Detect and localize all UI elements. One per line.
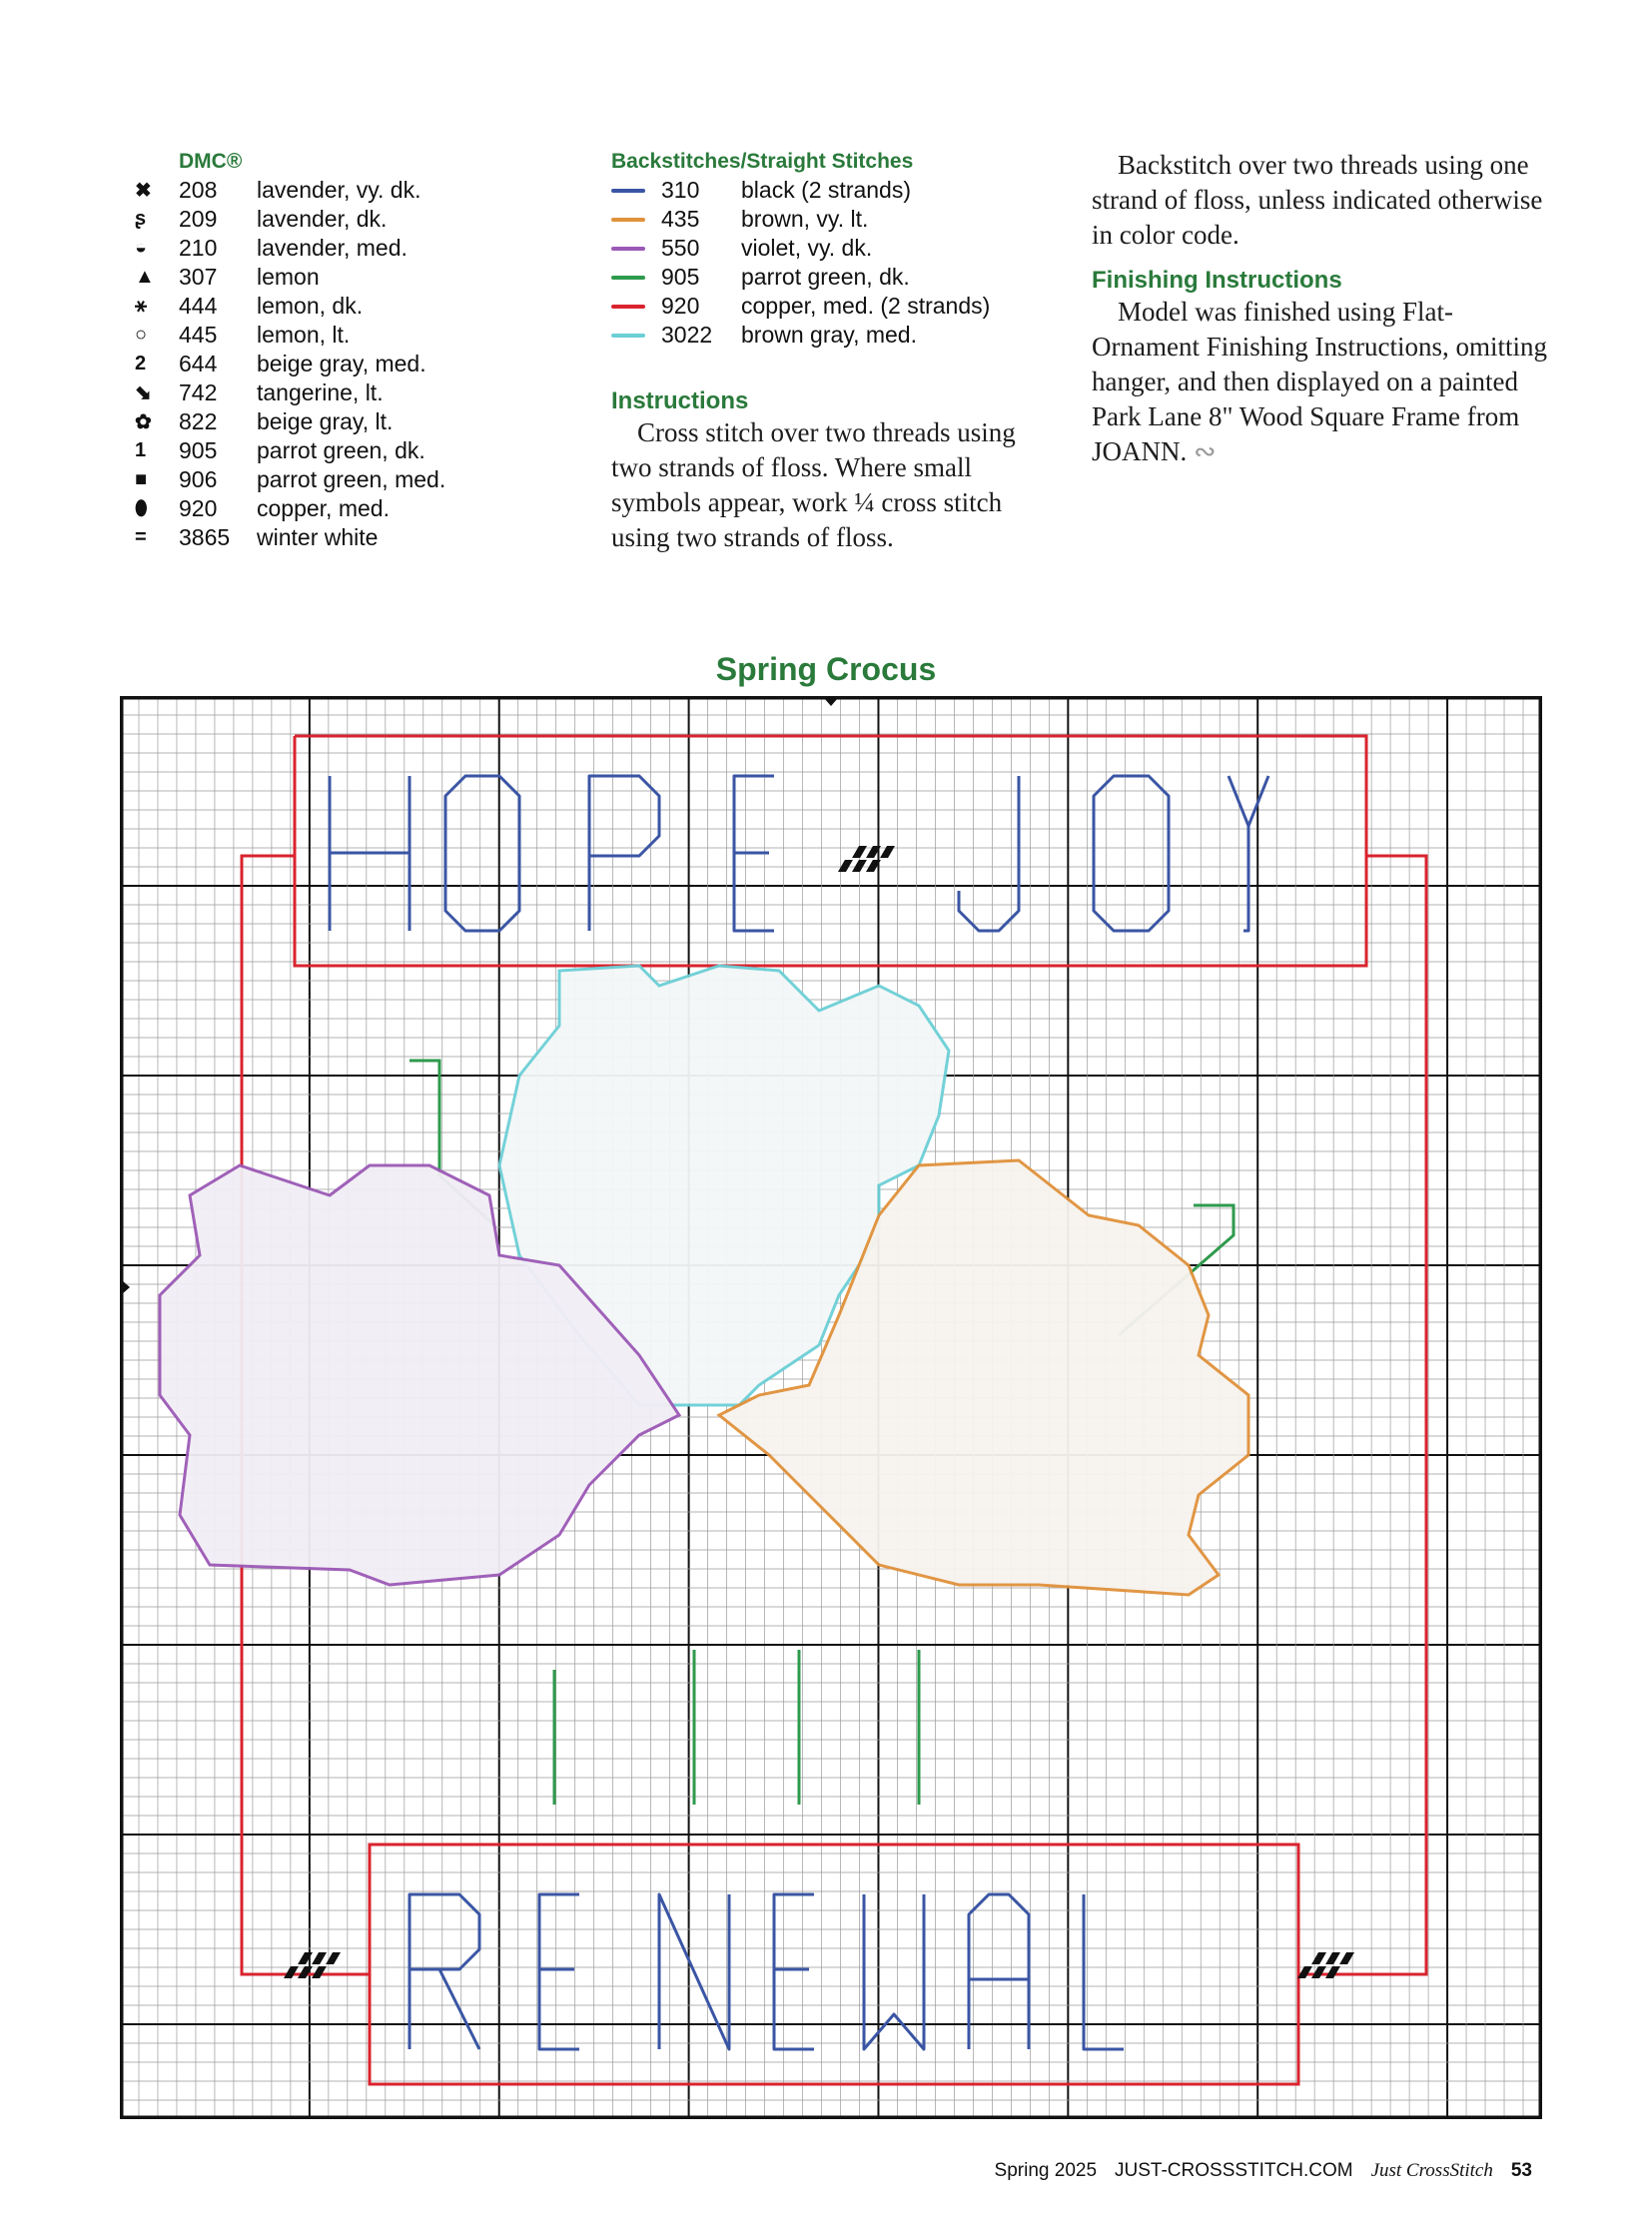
top-center-arrow [824,698,838,706]
legend-symbol-icon: ⬮ [135,497,148,519]
legend-floss-number: 644 [179,351,218,376]
legend-row [135,205,504,234]
legend-floss-number: 742 [179,379,218,405]
backstitch-legend-header: Backstitches/Straight Stitches [611,150,914,173]
legend-symbol-icon: ■ [135,468,148,490]
cross-stitch-chart [120,696,1542,2119]
legend-row [135,494,504,523]
legend-floss-name: beige gray, med. [257,351,426,376]
backstitch-color-swatch [611,189,645,193]
backstitch-legend [611,150,1021,350]
backstitch-floss-number: 905 [661,264,700,290]
legend-floss-name: lemon, lt. [257,322,351,348]
legend-floss-number: 444 [179,293,218,319]
legend-symbol-icon: ✿ [135,411,152,433]
legend-floss-name: lavender, dk. [257,206,388,232]
backstitch-floss-number: 435 [661,206,700,232]
backstitch-color-swatch [611,334,645,338]
backstitch-floss-name: parrot green, dk. [741,264,910,290]
backstitch-floss-number: 920 [661,293,700,319]
instructions-section [611,387,1041,555]
backstitch-floss-number: 310 [661,177,700,203]
legend-symbol-icon: ○ [135,324,148,346]
finishing-body: Model was finished using Flat-Ornament Finishing Instructions, omitting hanger, and then displayed on a painted Park Lane 8" Wood Square Frame from JOANN. ∾ [1092,297,1547,466]
legend-floss-name: copper, med. [257,495,390,521]
renewal-letters [410,1894,1124,2049]
instructions-body: Cross stitch over two threads using two strands of floss. Where small symbols appear, work ¼ cross stitch using two strands of floss. [611,417,1016,552]
legend-row [135,436,504,465]
footer-season: Spring 2025 [994,2160,1098,2181]
legend-floss-name: beige gray, lt. [257,408,394,434]
legend-floss-number: 906 [179,466,218,492]
backstitch-row [611,263,1021,292]
legend-symbol-icon: ⚹ [135,295,147,317]
legend-floss-name: parrot green, med. [257,466,446,492]
legend-floss-number: 209 [179,206,218,232]
hope-joy-letters [330,776,1268,931]
backstitch-floss-number: 550 [661,235,700,261]
legend-symbol-icon: ◒ [135,237,148,259]
legend-symbol-icon: 2 [135,353,147,374]
backstitch-color-swatch [611,276,645,280]
dmc-legend [135,150,504,552]
legend-symbol-icon: ⬊ [135,382,152,404]
legend-symbol-icon: ✖ [135,180,152,202]
footer-site: JUST-CROSSSTITCH.COM [1115,2160,1353,2181]
legend-floss-number: 445 [179,322,218,348]
legend-row [135,176,504,205]
legend-row [135,321,504,350]
backstitch-note: Backstitch over two threads using one strand of floss, unless indicated otherwise in color code. [1092,150,1543,250]
legend-floss-name: lemon [257,264,320,290]
backstitch-row [611,321,1021,350]
backstitch-color-swatch [611,305,645,309]
dmc-legend-header: DMC® [179,150,243,173]
legend-floss-name: parrot green, dk. [257,437,425,463]
finishing-title: Finishing Instructions [1092,267,1342,294]
instructions-title: Instructions [611,387,749,414]
legend-row [135,350,504,378]
legend-row [135,263,504,292]
legend-floss-number: 208 [179,177,218,203]
page-number: 53 [1510,2160,1532,2181]
legend-floss-name: winter white [257,524,379,550]
legend-floss-name: lemon, dk. [257,293,364,319]
legend-floss-number: 920 [179,495,218,521]
backstitch-row [611,176,1021,205]
legend-row [135,465,504,494]
backstitch-floss-name: black (2 strands) [741,177,912,203]
backstitch-floss-name: brown, vy. lt. [741,206,869,232]
legend-symbol-icon: ▲ [135,266,155,288]
legend-floss-name: lavender, vy. dk. [257,177,421,203]
notes-column [1092,148,1551,469]
backstitch-color-swatch [611,247,645,251]
legend-floss-number: 822 [179,408,218,434]
backstitch-row [611,205,1021,234]
legend-row [135,378,504,407]
legend-floss-number: 210 [179,235,218,261]
backstitch-floss-name: brown gray, med. [741,322,917,348]
left-center-arrow [122,1280,130,1294]
backstitch-floss-name: copper, med. (2 strands) [741,293,991,319]
legend-floss-name: tangerine, lt. [257,379,384,405]
footer-magazine: Just CrossStitch [1370,2160,1493,2181]
backstitch-floss-number: 3022 [661,322,713,348]
backstitch-row [611,292,1021,321]
end-mark-icon: ∾ [1194,436,1217,466]
legend-row [135,407,504,436]
legend-row [135,523,504,552]
legend-row [135,234,504,263]
page-footer [995,2160,1532,2182]
legend-floss-name: lavender, med. [257,235,408,261]
chart-title: Spring Crocus [715,651,937,687]
legend-row [135,292,504,321]
legend-floss-number: 3865 [179,524,231,550]
legend-floss-number: 905 [179,437,218,463]
backstitch-row [611,234,1021,263]
legend-symbol-icon: 1 [135,439,147,461]
backstitch-color-swatch [611,218,645,222]
legend-floss-number: 307 [179,264,218,290]
legend-symbol-icon: = [135,526,147,548]
backstitch-floss-name: violet, vy. dk. [741,235,873,261]
legend-symbol-icon: ʂ [135,208,147,230]
